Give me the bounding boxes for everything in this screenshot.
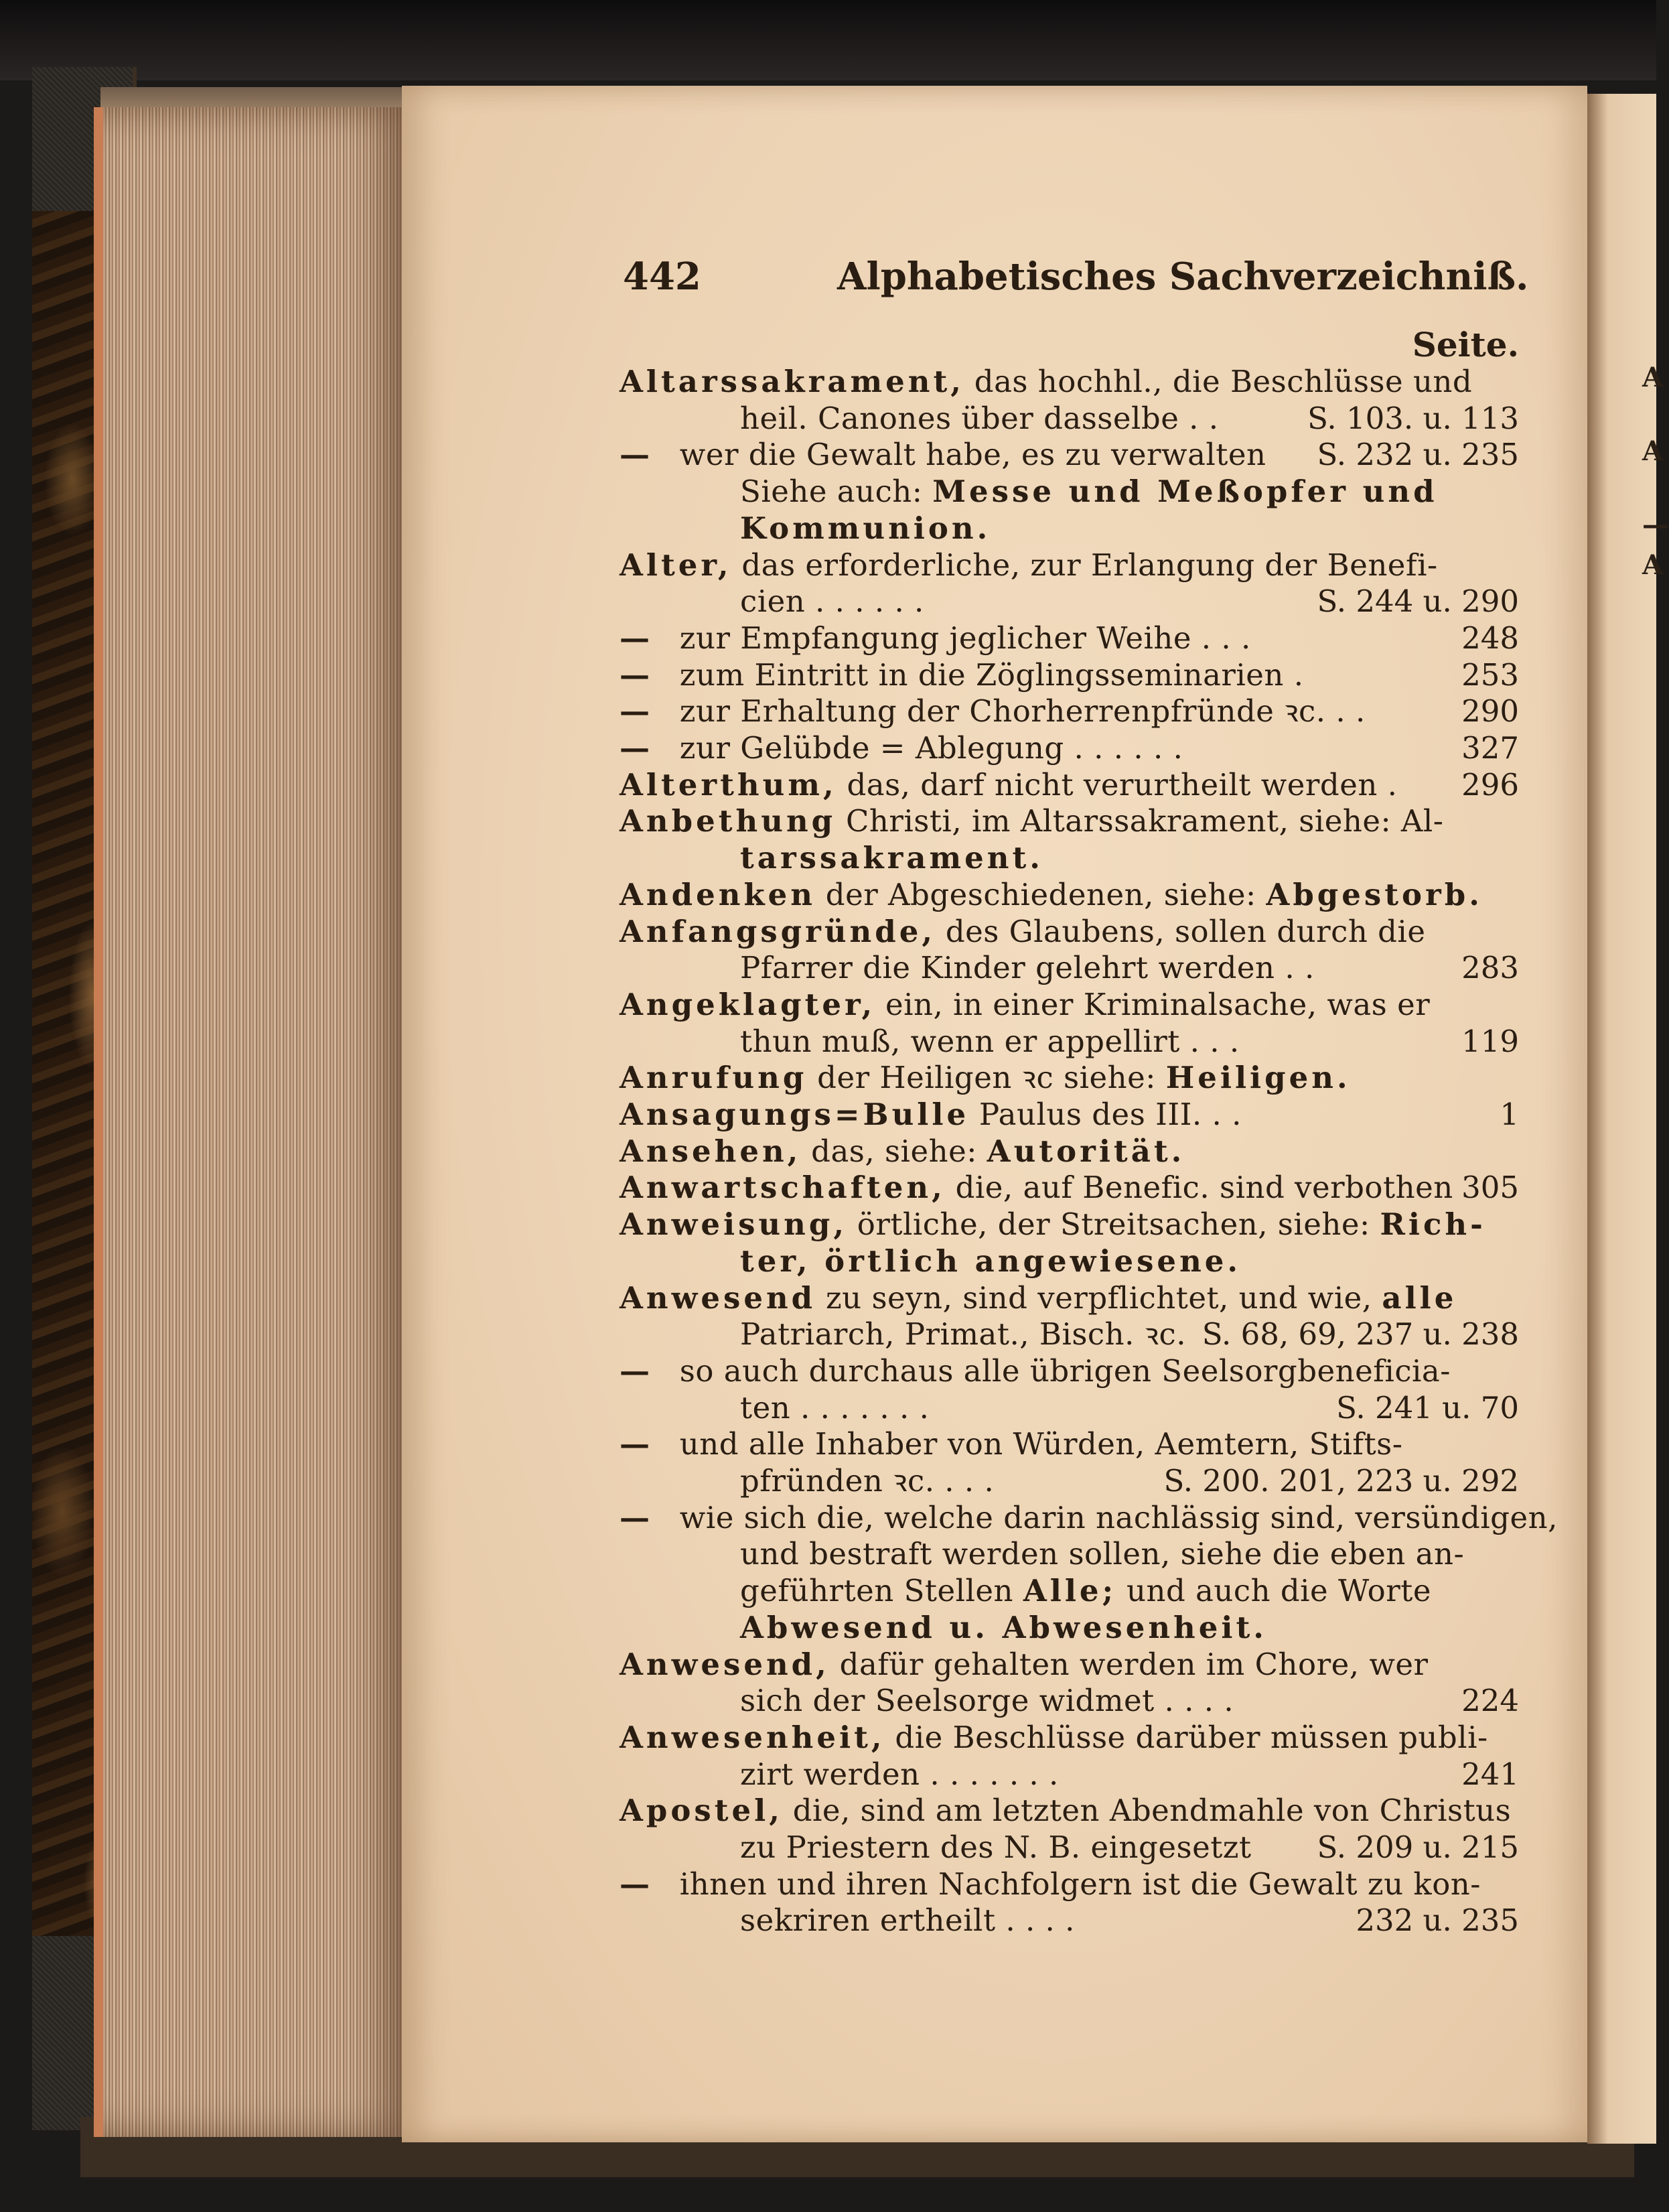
index-line	[620, 1278, 1457, 1318]
entry-text: so auch durchaus alle übrigen Seelsorgbeneficia-	[670, 1353, 1451, 1389]
entry-crossref: alle	[1382, 1280, 1457, 1316]
entry-keyword: —	[620, 1426, 650, 1462]
entry-text: und alle Inhaber von Würden, Aemtern, Stifts-	[670, 1426, 1403, 1462]
index-line	[740, 472, 1438, 512]
index-line	[620, 728, 1183, 768]
entry-text: ten . . . . . . .	[740, 1389, 930, 1426]
index-line	[740, 508, 991, 549]
index-line	[740, 1388, 929, 1428]
index-line	[620, 875, 1483, 915]
entry-text: zu Priestern des N. B. eingesetzt	[740, 1829, 1252, 1865]
entry-keyword: —	[620, 1866, 650, 1902]
index-line	[620, 545, 1438, 585]
entry-text: des Glaubens, sollen durch die	[936, 913, 1426, 949]
column-label: Seite.	[1412, 325, 1519, 364]
entry-keyword: Alter,	[620, 547, 732, 583]
facing-page-glyph: A	[1642, 549, 1664, 581]
facing-page-glyph: A	[1642, 362, 1664, 393]
entry-keyword: —	[620, 620, 650, 656]
entry-text: sich der Seelsorge widmet . . . .	[740, 1683, 1234, 1719]
entry-text: heil. Canones über dasselbe . .	[740, 400, 1219, 436]
index-line	[620, 1058, 1351, 1098]
index-line	[620, 801, 1444, 841]
entry-page-ref: 241	[1461, 1756, 1519, 1792]
entry-keyword: Alterthum,	[620, 766, 837, 803]
index-line	[620, 1168, 1453, 1208]
entry-text: der Abgeschiedenen, siehe:	[815, 876, 1266, 912]
entry-crossref: Abgestorb.	[1266, 876, 1483, 912]
entry-page-ref: 224	[1461, 1683, 1519, 1719]
entry-page-ref: 248	[1461, 620, 1519, 656]
entry-text: cien . . . . . .	[740, 583, 924, 620]
index-line	[620, 1645, 1429, 1685]
index-line	[620, 1351, 1451, 1391]
entry-text: wie sich die, welche darin nachlässig sind, versündigen,	[670, 1499, 1558, 1535]
entry-crossref: ter, örtlich angewiesene.	[740, 1243, 1242, 1279]
index-line	[620, 1864, 1481, 1905]
entry-keyword: —	[620, 1353, 650, 1389]
entry-text: zirt werden . . . . . . .	[740, 1756, 1059, 1792]
index-line	[740, 1461, 994, 1501]
entry-text: Patriarch, Primat., Bisch. ꝛc.	[740, 1316, 1187, 1353]
entry-keyword: Ansehen,	[620, 1133, 802, 1169]
entry-keyword: —	[620, 656, 650, 693]
entry-text: pfründen ꝛc. . . .	[740, 1463, 995, 1499]
entry-text: ihnen und ihren Nachfolgern ist die Gewalt zu kon-	[670, 1866, 1481, 1902]
entry-text: die, auf Benefic. sind verbothen	[945, 1170, 1453, 1206]
entry-text: zur Erhaltung der Chorherrenpfründe ꝛc. . .	[670, 693, 1366, 730]
entry-page-ref: S. 209 u. 215	[1317, 1829, 1519, 1865]
entry-keyword: Altarssakrament,	[620, 364, 964, 399]
index-line	[620, 1095, 1242, 1135]
index-line	[740, 1571, 1431, 1611]
entry-text: das erforderliche, zur Erlangung der Benefi-	[731, 547, 1438, 583]
index-line	[740, 838, 1043, 878]
entry-keyword: —	[620, 730, 650, 766]
entry-crossref: Kommunion.	[740, 510, 991, 546]
entry-page-ref: 1	[1500, 1097, 1519, 1132]
index-line	[620, 362, 1472, 402]
entry-text: geführten Stellen	[740, 1573, 1023, 1609]
entry-text: dafür gehalten werden im Chore, wer	[829, 1646, 1429, 1682]
entry-page-ref: 232 u. 235	[1356, 1903, 1519, 1939]
index-line	[740, 399, 1219, 439]
entry-page-ref: 283	[1461, 950, 1519, 986]
entry-text: wer die Gewalt habe, es zu verwalten	[670, 437, 1266, 473]
entry-page-ref: S. 103. u. 113	[1307, 400, 1519, 436]
index-line	[620, 691, 1366, 732]
facing-page-glyph: A	[1642, 435, 1664, 467]
index-line	[620, 618, 1251, 659]
entry-keyword: Anwesend	[620, 1280, 816, 1316]
entry-keyword: Anrufung	[620, 1060, 808, 1096]
index-line	[740, 1314, 1186, 1355]
index-line	[740, 1241, 1241, 1282]
facing-page	[1587, 94, 1656, 2144]
entry-page-ref: 253	[1461, 656, 1519, 693]
entry-keyword: —	[620, 693, 650, 730]
entry-page-ref: S. 241 u. 70	[1336, 1389, 1519, 1426]
entry-keyword: —	[620, 1499, 650, 1535]
index-line	[620, 1718, 1488, 1758]
entry-text: zur Empfangung jeglicher Weihe . . .	[670, 620, 1251, 656]
index-line	[620, 765, 1397, 805]
index-line	[740, 1608, 1267, 1648]
entry-text: thun muß, wenn er appellirt . . .	[740, 1023, 1240, 1059]
index-line	[740, 1534, 1464, 1574]
entry-keyword: Anwartschaften,	[620, 1170, 946, 1206]
running-title: Alphabetisches Sachverzeichniß.	[837, 255, 1529, 299]
index-line	[620, 912, 1425, 952]
entry-text: sekriren ertheilt . . . .	[740, 1903, 1075, 1939]
index-line	[620, 1204, 1486, 1245]
entry-text: zur Gelübde = Ablegung . . . . . .	[670, 730, 1183, 766]
index-line	[740, 1900, 1075, 1941]
entry-text: Siehe auch:	[740, 474, 933, 510]
background	[0, 0, 1656, 80]
entry-crossref: Rich-	[1380, 1206, 1486, 1243]
index-line	[620, 1131, 1185, 1172]
entry-text: Christi, im Altarssakrament, siehe: Al-	[836, 803, 1444, 839]
entry-page-ref: 119	[1461, 1023, 1519, 1059]
index-line	[740, 1827, 1252, 1868]
entry-text: das, darf nicht verurtheilt werden .	[837, 766, 1398, 803]
entry-text: der Heiligen ꝛc siehe:	[807, 1060, 1166, 1096]
page-number: 442	[623, 255, 701, 299]
entry-keyword: Andenken	[620, 876, 816, 912]
entry-keyword: Anweisung,	[620, 1206, 847, 1243]
page-stack-edges	[94, 107, 415, 2137]
entry-page-ref: S. 68, 69, 237 u. 238	[1202, 1316, 1519, 1353]
entry-crossref: Messe und Meßopfer und	[932, 474, 1438, 510]
entry-keyword: Anbethung	[620, 803, 837, 839]
entry-crossref: Autorität.	[987, 1133, 1185, 1169]
index-line	[620, 1424, 1402, 1464]
index-line	[620, 985, 1430, 1025]
entry-keyword: —	[620, 437, 650, 473]
entry-page-ref: 327	[1461, 730, 1519, 766]
entry-text: Pfarrer die Kinder gelehrt werden . .	[740, 950, 1315, 986]
index-line	[620, 655, 1304, 695]
entry-keyword: Anwesenheit,	[620, 1719, 885, 1755]
entry-page-ref: S. 200. 201, 223 u. 292	[1163, 1463, 1519, 1499]
entry-crossref: Heiligen.	[1165, 1060, 1351, 1096]
entry-crossref: Abwesend u. Abwesenheit.	[740, 1609, 1267, 1645]
entry-text: das, siehe:	[801, 1133, 987, 1169]
entry-keyword: Angeklagter,	[620, 986, 876, 1022]
entry-text: und auch die Worte	[1116, 1573, 1431, 1609]
entry-text: das hochhl., die Beschlüsse und	[964, 364, 1473, 399]
entry-crossref: tarssakrament.	[740, 840, 1043, 876]
entry-keyword: Anfangsgründe,	[620, 913, 936, 949]
entry-text: zum Eintritt in die Zöglingsseminarien .	[670, 656, 1304, 693]
index-line	[740, 948, 1315, 988]
entry-text: die Beschlüsse darüber müssen publi-	[885, 1719, 1488, 1755]
entry-text: Paulus des III. . .	[969, 1097, 1242, 1132]
index-line	[740, 581, 924, 622]
entry-keyword: Ansagungs=Bulle	[620, 1097, 970, 1132]
entry-keyword: Apostel,	[620, 1793, 783, 1829]
entry-text: die, sind am letzten Abendmahle von Christus	[782, 1793, 1512, 1829]
entry-page-ref: 305	[1461, 1170, 1519, 1206]
facing-page-glyph: —	[1642, 509, 1669, 541]
index-line	[620, 435, 1266, 475]
entry-page-ref: S. 244 u. 290	[1317, 583, 1519, 620]
index-line	[740, 1754, 1059, 1795]
entry-text: und bestraft werden sollen, siehe die eben an-	[740, 1536, 1465, 1572]
entry-crossref: Alle;	[1023, 1573, 1117, 1609]
index-line	[740, 1681, 1234, 1721]
index-line	[620, 1498, 1558, 1538]
entry-page-ref: S. 232 u. 235	[1317, 437, 1519, 473]
entry-page-ref: 290	[1461, 693, 1519, 730]
index-line	[620, 1791, 1511, 1831]
entry-text: ein, in einer Kriminalsache, was er	[875, 986, 1431, 1022]
entry-keyword: Anwesend,	[620, 1646, 830, 1682]
entry-text: örtliche, der Streitsachen, siehe:	[847, 1206, 1380, 1243]
index-line	[740, 1022, 1240, 1062]
entry-text: zu seyn, sind verpflichtet, und wie,	[816, 1280, 1382, 1316]
entry-page-ref: 296	[1461, 766, 1519, 803]
